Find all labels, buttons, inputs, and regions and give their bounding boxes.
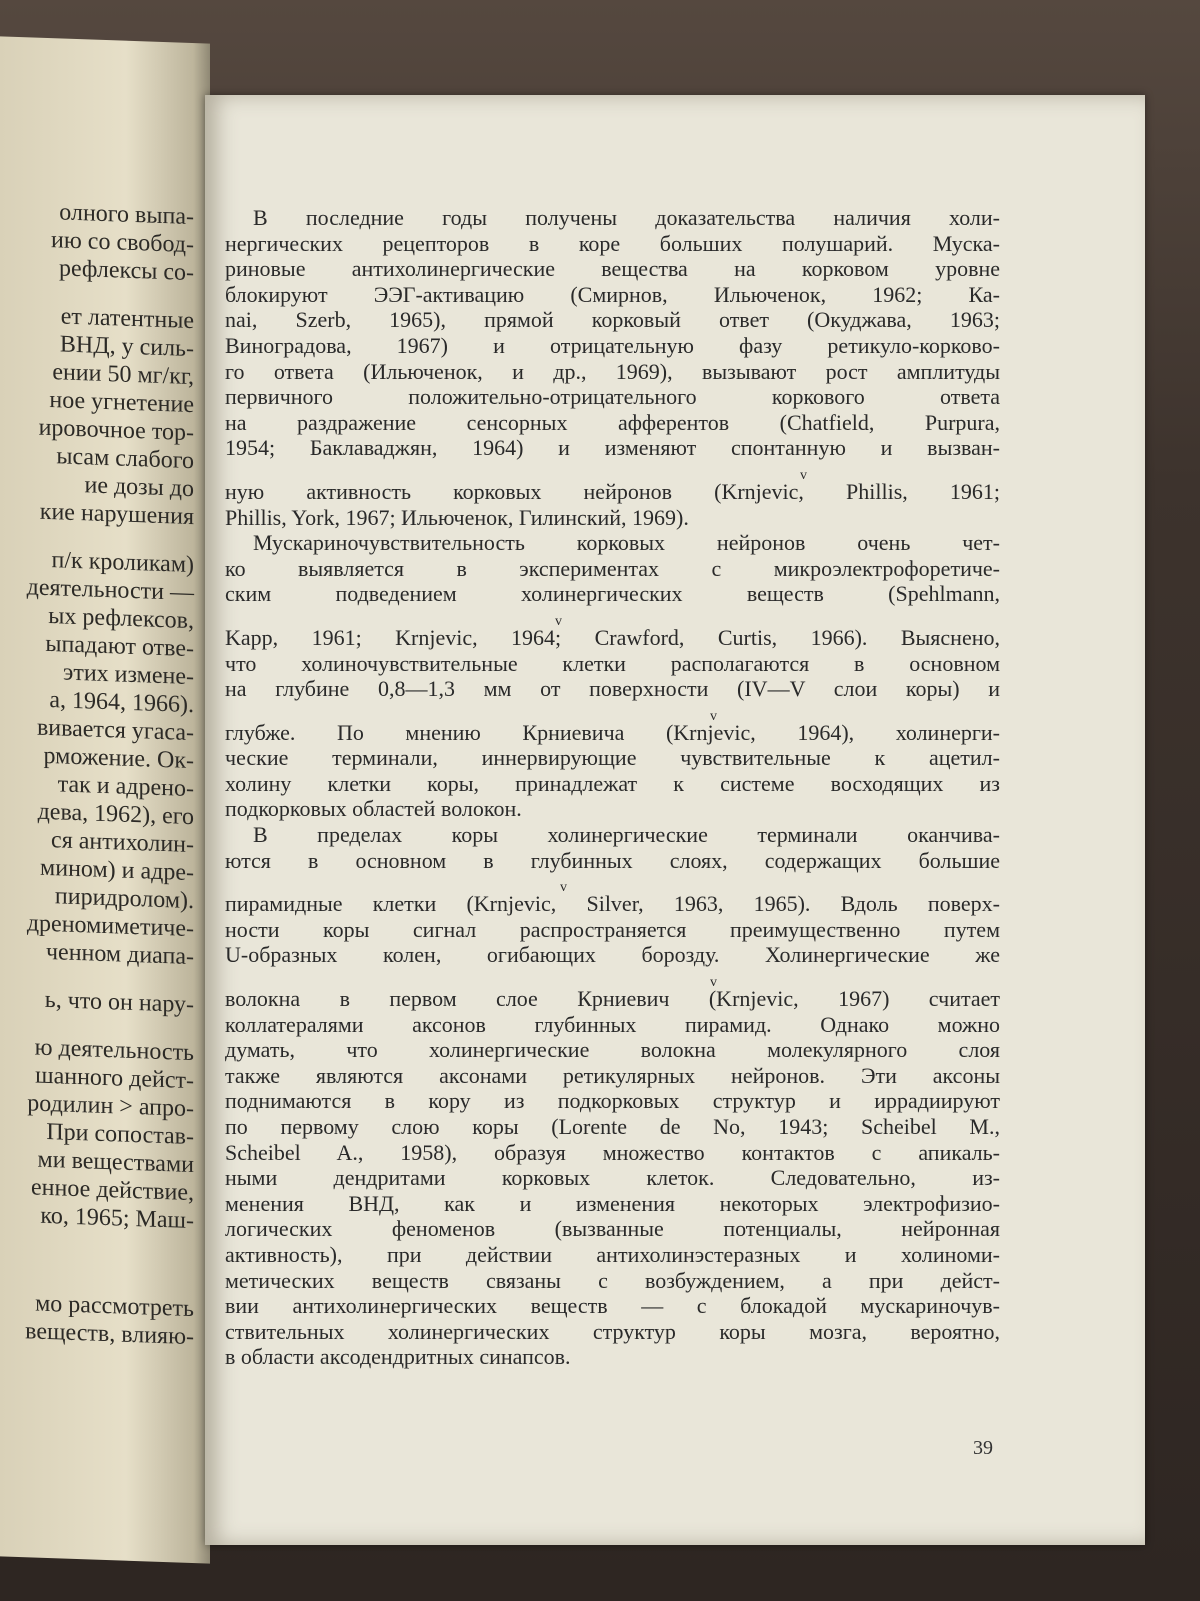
text-line: Phillis, York, 1967; Ильюченок, Гилинский, 1969). <box>225 504 689 530</box>
left-page-line: этих измене- <box>63 659 194 691</box>
text-line: вии антихолинергических веществ — с блокадой мускариночув- <box>225 1293 1000 1319</box>
text-line: ским подведением холинергических веществ (Spehlmann, <box>225 581 1000 607</box>
text-line: ную активность корковых нейронов (Krnjevic, Phillis, 1961; <box>225 478 1000 504</box>
text-line: менения ВНД, как и изменения некоторых электрофизио- <box>225 1190 1000 1216</box>
text-line: думать, что холинергические волокна молекулярного слоя <box>225 1037 1000 1063</box>
text-line: логических феноменов (вызванные потенциалы, нейронная <box>225 1216 1000 1242</box>
left-page-line: дреномиметиче- <box>26 910 194 943</box>
caron-row <box>225 702 1000 724</box>
left-page-line: При сопостав- <box>46 1118 194 1151</box>
left-page-line: ся антихолин- <box>51 827 194 859</box>
left-page-line: енное действие, <box>31 1174 194 1207</box>
left-page-line: шанного дейст- <box>35 1062 194 1095</box>
left-page-line: олного выпа- <box>59 199 194 231</box>
left-page-line: ировочное тор- <box>38 414 194 447</box>
left-page-line: ие дозы до <box>84 472 194 503</box>
left-page-line: ыпадают отве- <box>45 630 194 663</box>
left-page-line: ет латентные <box>60 303 194 335</box>
left-page-line: веществ, влияю- <box>25 1318 194 1351</box>
left-page-line: кие нарушения <box>39 498 194 531</box>
left-page-line: так и адрено- <box>57 771 194 803</box>
text-line: что холиночувствительные клетки располагаются в основном <box>225 650 1000 676</box>
left-page-line: ю деятельность <box>34 1034 194 1067</box>
text-line: блокируют ЭЭГ-активацию (Смирнов, Ильюченок, 1962; Ка- <box>225 281 1000 307</box>
right-page <box>205 95 1145 1545</box>
text-line: первичного положительно-отрицательного коркового ответа <box>225 384 1000 410</box>
text-line: Scheibel A., 1958), образуя множество контактов с апикаль- <box>225 1139 1000 1165</box>
main-text <box>225 205 1000 1370</box>
text-line: нергических рецепторов в коре больших полушарий. Муска- <box>225 230 1000 256</box>
text-line: В последние годы получены доказательства наличия холи- <box>253 205 1000 230</box>
text-line: Kapp, 1961; Krnjevic, 1964; Crawford, Curtis, 1966). Выяснено, <box>225 624 1000 650</box>
text-line: Виноградова, 1967) и отрицательную фазу ретикуло-корково- <box>225 332 1000 358</box>
text-line: в области аксодендритных синапсов. <box>225 1344 571 1370</box>
left-page-line: вивается угаса- <box>36 714 194 747</box>
text-line: пирамидные клетки (Krnjevic, Silver, 1963, 1965). Вдоль поверх- <box>225 891 1000 917</box>
left-page-line: а, 1964, 1966). <box>49 687 194 719</box>
left-page-line: дева, 1962), его <box>37 798 194 831</box>
text-line: подкорковых областей волокон. <box>225 796 522 822</box>
text-line: ными дендритами корковых клеток. Следовательно, из- <box>225 1165 1000 1191</box>
left-page-line: ное угнетение <box>49 387 194 419</box>
text-line: глубже. По мнению Крниевича (Krnjevic, 1964), холинерги- <box>225 719 1000 745</box>
left-page-line: п/к кроликам) <box>51 547 194 579</box>
text-line: ческие терминали, иннервирующие чувствительные к ацетил- <box>225 745 1000 771</box>
text-line: на раздражение сенсорных афферентов (Chatfield, Purpura, <box>225 409 1000 435</box>
left-page-line: ию со свобод- <box>51 227 194 259</box>
left-page-line: ении 50 мг/кг, <box>52 359 194 391</box>
caron-mark: v <box>710 708 717 724</box>
left-page-line: ысам слабого <box>56 443 194 475</box>
text-line: ности коры сигнал распространяется преимущественно путем <box>225 916 1000 942</box>
left-page-text <box>0 196 200 1351</box>
text-line: поднимаются в кору из подкорковых структур и иррадиируют <box>225 1088 1000 1114</box>
left-page-line: мином) и адре- <box>40 854 194 887</box>
text-line: коллатералями аксонов глубинных пирамид. Однако можно <box>225 1011 1000 1037</box>
caron-mark: v <box>555 613 562 629</box>
left-page-line: ми веществами <box>37 1146 194 1179</box>
text-line: ствительных холинергических структур коры мозга, вероятно, <box>225 1318 1000 1344</box>
left-page-line: ВНД, у силь- <box>59 331 194 363</box>
caron-row <box>225 873 1000 896</box>
left-page-line: рефлексы со- <box>58 255 194 287</box>
left-page-line: рможение. Ок- <box>43 742 194 775</box>
text-line: 1954; Баклаваджян, 1964) и изменяют спонтанную и вызван- <box>225 435 1000 461</box>
caron-row <box>225 968 1000 991</box>
text-line: В пределах коры холинергические терминали оканчива- <box>253 822 1000 848</box>
left-page-line: ь, что он нару- <box>44 986 194 1019</box>
left-page-line: мо рассмотреть <box>35 1290 194 1323</box>
left-page-line: родилин > апро- <box>27 1090 194 1123</box>
left-page <box>0 36 210 1563</box>
text-line: Мускариночувствительность корковых нейронов очень чет- <box>253 530 1000 556</box>
text-line: холину клетки коры, принадлежат к системе восходящих из <box>225 770 1000 796</box>
caron-mark: v <box>800 467 807 483</box>
left-page-line: ых рефлексов, <box>48 603 194 635</box>
left-page-line: пиридролом). <box>54 883 194 915</box>
left-page-line: ко, 1965; Маш- <box>40 1202 194 1235</box>
text-line: по первому слою коры (Lorente de No, 1943; Scheibel M., <box>225 1114 1000 1139</box>
text-line: метических веществ связаны с возбуждением, а при дейст- <box>225 1267 1000 1293</box>
text-line: активность), при действии антихолинэстеразных и холиноми- <box>225 1241 1000 1267</box>
caron-mark: v <box>710 975 717 991</box>
caron-row <box>225 607 1000 629</box>
caron-mark: v <box>560 880 567 896</box>
text-line: на глубине 0,8—1,3 мм от поверхности (IV—V слои коры) и <box>225 676 1000 702</box>
text-line: волокна в первом слое Крниевич (Krnjevic, 1967) считает <box>225 986 1000 1012</box>
text-line: риновые антихолинергические вещества на корковом уровне <box>225 256 1000 282</box>
caron-row <box>225 461 1000 483</box>
left-page-line: деятельности — <box>26 574 194 607</box>
left-page-line: ченном диапа- <box>45 938 194 971</box>
text-line: U-образных колен, огибающих борозду. Холинергические же <box>225 942 1000 968</box>
page-number: 39 <box>973 1437 993 1459</box>
text-line: ются в основном в глубинных слоях, содержащих большие <box>225 847 1000 873</box>
text-line: также являются аксонами ретикулярных нейронов. Эти аксоны <box>225 1062 1000 1088</box>
text-line: ко выявляется в экспериментах с микроэлектрофоретиче- <box>225 555 1000 581</box>
text-line: nai, Szerb, 1965), прямой корковый ответ (Окуджава, 1963; <box>225 307 1000 333</box>
text-line: го ответа (Ильюченок, и др., 1969), вызывают рост амплитуды <box>225 358 1000 384</box>
